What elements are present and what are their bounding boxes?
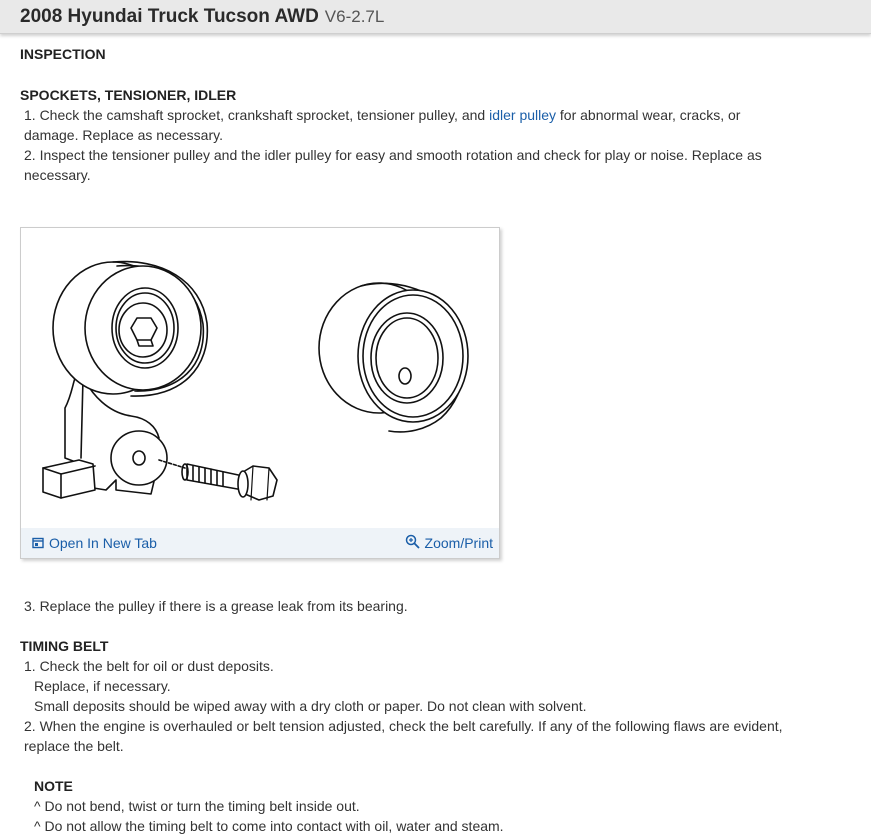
open-in-new-tab-button[interactable]: [32, 535, 157, 551]
timing-belt-item-1-line-2: Replace, if necessary.: [34, 678, 171, 694]
sprockets-item-2: 2. Inspect the tensioner pulley and the idler pulley for easy and smooth rotation and check for play or noise. Replace as necessary.: [24, 147, 762, 183]
note-bullet: ^ Do not bend, twist or turn the timing belt inside out.: [34, 798, 360, 814]
engine-label: V6-2.7L: [324, 6, 385, 26]
timing-belt-item-1: 1. Check the belt for oil or dust deposits.: [24, 658, 274, 674]
sprockets-item-1-text-end: for abnormal wear, cracks, or damage. Replace as necessary.: [24, 107, 741, 143]
page-header: [0, 0, 871, 34]
note-bullet: ^ Do not allow the timing belt to come into contact with oil, water and steam.: [34, 818, 504, 834]
zoom-print-button[interactable]: [405, 535, 493, 551]
sprockets-item-1-text: 1. Check the camshaft sprocket, crankshaft sprocket, tensioner pulley, and: [24, 107, 490, 123]
inspection-heading: INSPECTION: [20, 46, 106, 62]
timing-belt-item-2: 2. When the engine is overhauled or belt tension adjusted, check the belt carefully. If any of the following flaws are evident, replace the belt.: [24, 718, 783, 754]
timing-belt-heading: TIMING BELT: [20, 638, 109, 654]
zoom-icon: [405, 534, 420, 549]
article-content: [0, 34, 871, 836]
note-heading: NOTE: [34, 778, 73, 794]
timing-belt-item-1-line-3: Small deposits should be wiped away with a dry cloth or paper. Do not clean with solvent.: [34, 698, 587, 714]
pulley-figure: [20, 227, 500, 559]
idler-pulley-drawing: [319, 283, 468, 432]
sprockets-item-1: [20, 105, 764, 145]
vehicle-title: 2008 Hyundai Truck Tucson AWD: [20, 5, 319, 27]
zoom-print-label: Zoom/Print: [424, 535, 493, 551]
new-tab-icon: [32, 537, 44, 549]
open-in-new-tab-label: Open In New Tab: [49, 535, 157, 551]
sprockets-heading: SPOCKETS, TENSIONER, IDLER: [20, 87, 237, 103]
pulley-diagram: [21, 228, 499, 526]
idler-pulley-link[interactable]: idler pulley: [489, 107, 557, 123]
inspection-item-3: 3. Replace the pulley if there is a grease leak from its bearing.: [24, 598, 408, 614]
figure-footer: [21, 528, 499, 558]
tensioner-pulley-drawing: [43, 262, 277, 500]
